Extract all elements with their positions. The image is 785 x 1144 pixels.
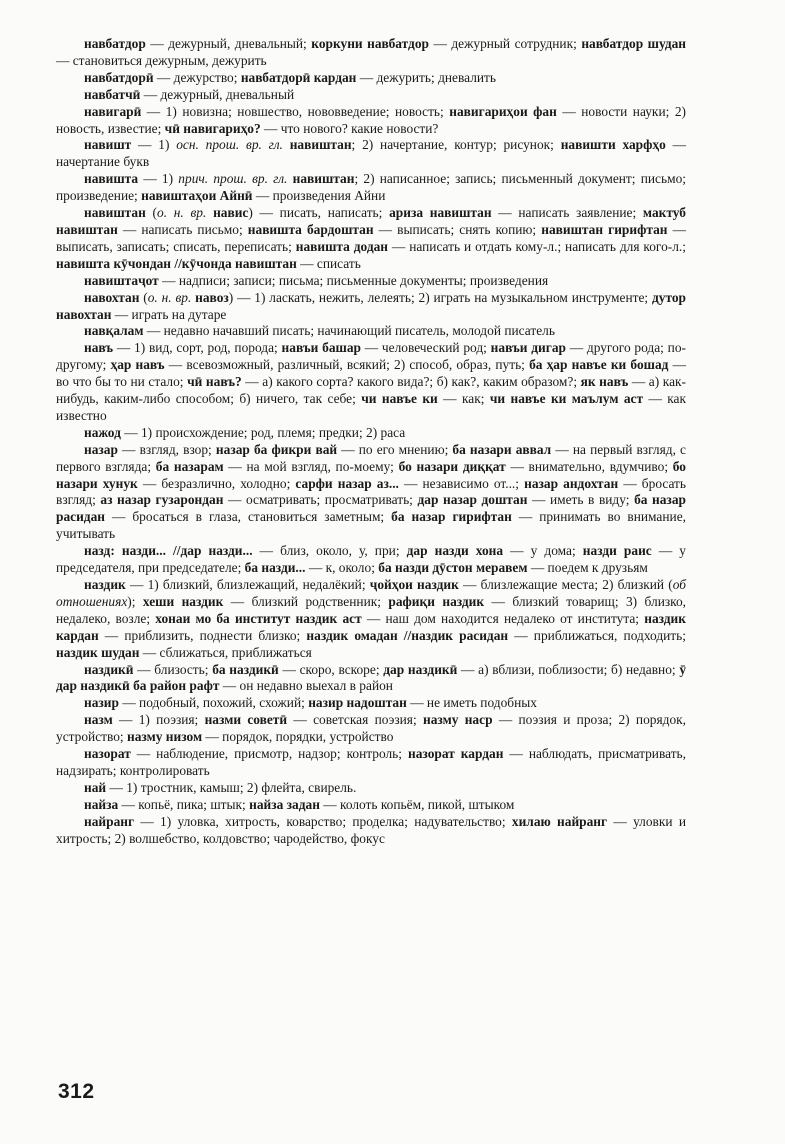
- dictionary-entry: [56, 171, 686, 205]
- headword-text: дар назди хона: [406, 543, 504, 559]
- headword-text: чи навъе ки: [361, 391, 438, 407]
- definition-text: — не иметь подобных: [406, 695, 537, 711]
- definition-text: — безразлично, холодно;: [137, 475, 296, 491]
- headword-text: навиштан: [292, 171, 355, 187]
- definition-text: — внимательно, вдумчиво;: [505, 458, 673, 474]
- dictionary-entry: [56, 442, 686, 543]
- headword-text: нажод: [84, 424, 121, 440]
- definition-text: — новости науки; 2) новость, известие;: [56, 103, 686, 136]
- definition-text: ) — 1) ласкать, нежить, лелеять; 2) играть на музыкальном инструменте;: [228, 289, 652, 305]
- headword-text: назир: [84, 695, 119, 711]
- definition-text: — наблюдение, присмотр, надзор; контроль;: [130, 746, 408, 762]
- dictionary-entry: [56, 323, 686, 340]
- headword-text: назм: [84, 712, 113, 728]
- dictionary-entry: [56, 695, 686, 712]
- definition-text: — близкий товарищ; 3) близко, недалеко, возле;: [56, 593, 687, 626]
- definition-text: — дежурный сотрудник;: [428, 36, 582, 51]
- grammar-note: об отношениях: [56, 577, 687, 609]
- headword-text: навиштан гирифтан: [541, 221, 668, 237]
- definition-text: — поедем к друзьям: [527, 560, 648, 576]
- definition-text: [283, 137, 290, 152]
- headword-text: ҳар навъ: [110, 357, 165, 373]
- headword-text: навбатдор: [84, 36, 146, 51]
- grammar-note: о. н. вр.: [157, 205, 207, 221]
- headword-text: ба назарам: [155, 458, 224, 474]
- headword-text: назорат: [84, 746, 131, 762]
- definition-text: — 1) новизна; новшество, нововведение; новость;: [141, 103, 450, 119]
- definition-text: — к, около;: [305, 560, 379, 576]
- definition-text: — 1) поэзия;: [112, 712, 205, 728]
- definition-text: — уловки и хитрость; 2) волшебство, колдовство; чародейство, фокус: [56, 813, 687, 846]
- headword-text: навъи башар: [281, 340, 361, 356]
- definition-text: — 1) тростник, камыш; 2) флейта, свирель.: [106, 779, 357, 795]
- headword-text: ариза навиштан: [389, 205, 492, 221]
- definition-text: — бросаться в глаза, становиться заметным;: [105, 509, 392, 525]
- definition-text: — колоть копьём, пикой, штыком: [319, 796, 515, 812]
- grammar-note: прич. прош. вр. гл.: [178, 171, 288, 187]
- headword-text: навъи дигар: [490, 340, 566, 356]
- headword-text: навишти харфҳо: [560, 137, 666, 153]
- definition-text: — скоро, вскоре;: [278, 661, 384, 677]
- definition-text: — близ, около, у, при;: [252, 543, 407, 559]
- headword-text: навиштаҷот: [84, 272, 159, 288]
- headword-text: навъ: [84, 340, 114, 356]
- headword-text: назд: назди... //дар назди...: [84, 543, 253, 559]
- headword-text: бо назари хунук: [56, 458, 686, 491]
- definition-text: — 1) происхождение; род, племя; предки; 2) раса: [120, 424, 406, 440]
- definition-text: — написать заявление;: [491, 205, 643, 221]
- headword-text: ба наздикӣ: [212, 661, 279, 677]
- definition-text: — близкий родственник;: [223, 593, 389, 609]
- headword-text: ҷойҳои наздик: [369, 577, 459, 592]
- grammar-note: осн. прош. вр. гл.: [176, 137, 283, 153]
- definition-text: — 1) близкий, близлежащий, недалёкий;: [125, 577, 370, 592]
- headword-text: рафиқи наздик: [388, 593, 485, 609]
- definition-text: — что нового? какие новости?: [260, 120, 439, 136]
- definition-text: — советская поэзия;: [287, 712, 423, 728]
- headword-text: навишт: [84, 137, 132, 153]
- headword-text: бо назари диққат: [398, 458, 506, 474]
- headword-text: ба назари аввал: [452, 441, 552, 457]
- dictionary-entry: [56, 797, 686, 814]
- headword-text: навигарӣ: [84, 103, 142, 119]
- dictionary-entry: [56, 543, 686, 577]
- definition-text: — человеческий род;: [360, 340, 491, 356]
- dictionary-entry: [56, 814, 686, 848]
- definition-text: — во что бы то ни стало;: [56, 357, 686, 390]
- definition-text: — выписать, записать; списать, переписать;: [56, 221, 686, 254]
- definition-text: — близлежащие места; 2) близкий (: [458, 577, 673, 592]
- dictionary-entry: [56, 36, 686, 70]
- definition-text: — бросать взгляд;: [56, 475, 687, 508]
- definition-text: — написать и отдать кому-л.; написать для кого-л.;: [388, 238, 686, 254]
- definition-text: — как известно: [56, 391, 686, 423]
- definition-text: — сближаться, приближаться: [139, 644, 312, 660]
- definition-text: — дежурить; дневалить: [356, 69, 497, 85]
- page-number: 312: [58, 1080, 95, 1103]
- definition-text: — написать письмо;: [117, 221, 248, 237]
- definition-text: — дежурный, дневальный;: [145, 36, 312, 51]
- headword-text: навис: [213, 205, 249, 221]
- headword-text: навбатчӣ: [84, 86, 141, 102]
- definition-text: — всевозможный, различный, всякий; 2) способ, образ, путь;: [164, 357, 530, 373]
- definition-text: — поэзия и проза; 2) порядок, устройство;: [56, 712, 687, 745]
- definition-text: — дежурство;: [153, 69, 241, 85]
- dictionary-entry: [56, 273, 686, 290]
- headword-text: навишта бардоштан: [247, 221, 374, 237]
- dictionary-entry: [56, 662, 686, 696]
- definition-text: — приближаться, подходить;: [508, 627, 686, 643]
- headword-text: найза задан: [249, 796, 320, 812]
- headword-text: навбатдорӣ: [84, 69, 154, 85]
- definition-text: — 1) вид, сорт, род, порода;: [113, 340, 282, 356]
- headword-text: навбатдор шудан: [581, 36, 687, 51]
- headword-text: назми советӣ: [204, 712, 288, 728]
- definition-text: — недавно начавший писать; начинающий писатель, молодой писатель: [143, 323, 555, 339]
- headword-text: навиштан: [289, 137, 352, 153]
- definition-text: — дежурный, дневальный: [140, 86, 295, 102]
- definition-text: ) — писать, написать;: [248, 205, 390, 221]
- headword-text: назорат кардан: [407, 746, 504, 762]
- headword-text: дар наздикӣ: [383, 661, 458, 677]
- dictionary-entry: [56, 290, 686, 324]
- definition-text: — выписать; снять копию;: [373, 221, 542, 237]
- definition-text: — 1) уловка, хитрость, коварство; проделка; надувательство;: [134, 813, 512, 829]
- headword-text: навохтан: [84, 289, 140, 305]
- headword-text: наздикӣ: [84, 661, 134, 677]
- headword-text: навишта додан: [295, 238, 389, 254]
- headword-text: навиштаҳои Айнӣ: [141, 188, 253, 204]
- definition-text: — а) как-нибудь, каким-либо способом; б) ничего, так себе;: [56, 374, 686, 407]
- definition-text: — взгляд, взор;: [117, 441, 216, 457]
- definition-text: );: [127, 593, 143, 609]
- headword-text: назар ба фикри вай: [215, 441, 338, 457]
- dictionary-entry: [56, 577, 686, 662]
- definition-text: — иметь в виду;: [527, 492, 635, 508]
- grammar-note: о. н. вр.: [147, 289, 192, 305]
- definition-text: — списать: [296, 255, 361, 271]
- dictionary-entry: [56, 746, 686, 780]
- definition-text: — на мой взгляд, по-моему;: [223, 458, 399, 474]
- headword-text: дутор навохтан: [56, 289, 686, 322]
- headword-text: чӣ навигариҳо?: [164, 120, 261, 136]
- definition-text: — а) вблизи, поблизости; б) недавно;: [457, 661, 680, 677]
- headword-text: назму низом: [127, 729, 203, 745]
- headword-text: навоз: [195, 289, 229, 305]
- headword-text: дар назар доштан: [417, 492, 528, 508]
- definition-text: — как;: [437, 391, 490, 407]
- headword-text: назди раис: [582, 543, 652, 559]
- headword-text: хеши наздик: [142, 593, 224, 609]
- definition-text: — начертание букв: [56, 137, 686, 170]
- headword-text: ба назар гирифтан: [391, 509, 512, 525]
- definition-text: — у председателя, при председателе;: [56, 543, 686, 576]
- definition-text: ; 2) начертание, контур; рисунок;: [351, 137, 561, 153]
- definition-text: — принимать во внимание, учитывать: [56, 509, 687, 542]
- definition-text: — другого рода; по-другому;: [56, 340, 686, 373]
- headword-text: аз назар гузарондан: [100, 492, 224, 508]
- headword-text: сарфи назар аз...: [295, 475, 399, 491]
- headword-text: ба назар расидан: [56, 492, 686, 525]
- headword-text: ба назди...: [244, 560, 306, 576]
- definition-text: — а) какого сорта? какого вида?; б) как?, каким образом?;: [241, 374, 581, 390]
- dictionary-entry: [56, 425, 686, 442]
- definition-text: — у дома;: [503, 543, 583, 559]
- definition-text: ; 2) написанное; запись; письменный документ; письмо; произведение;: [56, 171, 686, 204]
- definition-text: — произведения Айни: [252, 188, 386, 204]
- headword-text: ба назди дӯстон меравем: [378, 560, 528, 576]
- dictionary-entry: [56, 104, 686, 138]
- definition-text: — надписи; записи; письма; письменные документы; произведения: [158, 272, 549, 288]
- headword-text: ӯ дар наздикӣ ба район рафт: [56, 661, 687, 694]
- headword-text: наздик шудан: [56, 644, 140, 660]
- definition-text: — приблизить, поднести близко;: [98, 627, 307, 643]
- headword-text: назар: [84, 441, 118, 457]
- headword-text: назму наср: [423, 712, 493, 728]
- definition-text: (: [139, 289, 148, 305]
- definition-text: — на первый взгляд, с первого взгляда;: [56, 441, 686, 474]
- definition-text: — независимо от...;: [398, 475, 525, 491]
- headword-text: ба ҳар навъе ки бошад: [529, 357, 669, 373]
- definition-text: — играть на дутаре: [111, 306, 227, 322]
- headword-text: коркуни навбатдор: [311, 36, 429, 51]
- headword-text: чи навъе ки маълум аст: [489, 391, 644, 407]
- definition-text: (: [145, 205, 158, 221]
- dictionary-entry: [56, 205, 686, 273]
- headword-text: хонаи мо ба институт наздик аст: [155, 610, 362, 626]
- definition-text: — близость;: [133, 661, 213, 677]
- headword-text: мактуб навиштан: [56, 205, 686, 237]
- headword-text: навбатдорӣ кардан: [240, 69, 357, 85]
- headword-text: найранг: [84, 813, 135, 829]
- headword-text: чӣ навъ?: [187, 374, 242, 390]
- dictionary-entry: [56, 70, 686, 87]
- definition-text: — подобный, похожий, схожий;: [118, 695, 309, 711]
- headword-text: як навъ: [580, 374, 629, 390]
- headword-text: навишта кӯчондан //кӯчонда навиштан: [56, 255, 297, 271]
- headword-text: наздик: [84, 577, 126, 592]
- headword-text: наздик омадан //наздик расидан: [306, 627, 509, 643]
- definition-text: — 1): [138, 171, 179, 187]
- definition-text: — порядок, порядки, устройство: [202, 729, 394, 745]
- headword-text: навигариҳои фан: [449, 103, 557, 119]
- definition-text: — копьё, пика; штык;: [118, 796, 250, 812]
- dictionary-entry: [56, 780, 686, 797]
- dictionary-entry: [56, 340, 686, 425]
- dictionary-entry: [56, 87, 686, 104]
- headword-text: навишта: [84, 171, 139, 187]
- definition-text: — он недавно выехал в район: [219, 678, 393, 694]
- definition-text: — по его мнению;: [337, 441, 453, 457]
- definition-text: — наш дом находится недалеко от института;: [361, 610, 645, 626]
- dictionary-entry: [56, 712, 686, 746]
- dictionary-entries: [56, 36, 686, 848]
- headword-text: наздик кардан: [56, 610, 686, 643]
- dictionary-entry: [56, 137, 686, 171]
- headword-text: назар андохтан: [524, 475, 619, 491]
- headword-text: хилаю найранг: [511, 813, 608, 829]
- headword-text: навқалам: [84, 323, 144, 339]
- definition-text: — 1): [131, 137, 177, 153]
- headword-text: назир надоштан: [308, 695, 407, 711]
- definition-text: — становиться дежурным, дежурить: [56, 52, 267, 68]
- definition-text: — наблюдать, присматривать, надзирать; контролировать: [56, 746, 686, 778]
- headword-text: навиштан: [84, 205, 146, 221]
- definition-text: — осматривать; просматривать;: [223, 492, 418, 508]
- headword-text: найза: [84, 796, 119, 812]
- headword-text: най: [84, 779, 107, 795]
